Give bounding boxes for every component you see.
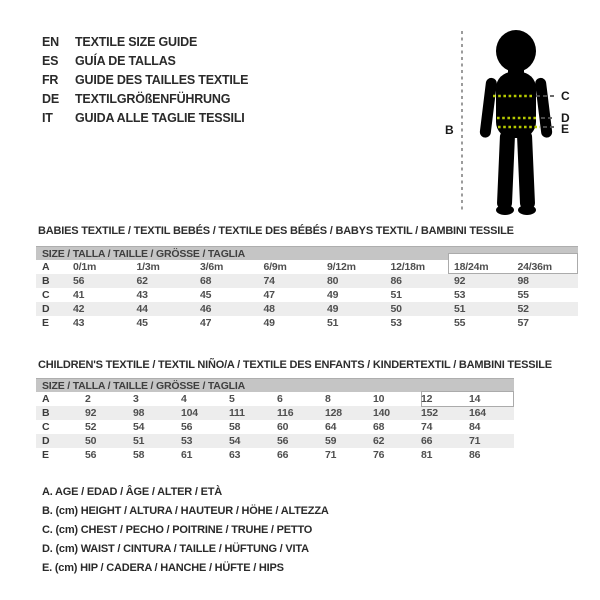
guide-title-fr: GUIDE DES TAILLES TEXTILE (75, 73, 249, 87)
legend-item-chest: C. (cm) CHEST / PECHO / POITRINE / TRUHE / PETTO (42, 524, 313, 536)
guide-title-es: GUÍA DE TALLAS (75, 54, 176, 68)
size-value-cell: 60 (277, 421, 289, 433)
size-value-cell: 54 (133, 421, 145, 433)
children-size-table (36, 378, 514, 462)
size-value-cell: 57 (517, 317, 529, 329)
babies-table-rows (36, 260, 578, 330)
size-value-cell: 6 (277, 393, 283, 405)
size-value-cell: 49 (327, 289, 339, 301)
size-value-cell: 49 (263, 317, 275, 329)
row-label: E (42, 449, 49, 461)
legend-item-age: A. AGE / EDAD / ÂGE / ALTER / ETÀ (42, 486, 223, 498)
table-row (36, 392, 514, 406)
size-value-cell: 164 (469, 407, 486, 419)
chest-label-c: C (561, 89, 570, 103)
size-value-cell: 56 (277, 435, 289, 447)
size-value-cell: 45 (136, 317, 148, 329)
size-value-cell: 46 (200, 303, 212, 315)
guide-title-en: TEXTILE SIZE GUIDE (75, 35, 198, 49)
size-value-cell: 140 (373, 407, 390, 419)
size-value-cell: 54 (229, 435, 241, 447)
size-value-cell: 71 (325, 449, 337, 461)
size-value-cell: 10 (373, 393, 385, 405)
language-code: DE (42, 92, 59, 106)
size-value-cell: 74 (263, 275, 275, 287)
height-label-b: B (445, 123, 454, 137)
table-row (36, 288, 578, 302)
size-header-bar: SIZE / TALLA / TAILLE / GRÖSSE / TAGLIA (36, 246, 578, 260)
babies-size-table (36, 246, 578, 330)
table-row (36, 406, 514, 420)
language-code: IT (42, 111, 53, 125)
size-value-cell: 43 (136, 289, 148, 301)
size-value-cell: 56 (181, 421, 193, 433)
language-code: EN (42, 35, 59, 49)
size-value-cell: 64 (325, 421, 337, 433)
measurement-diagram (425, 10, 585, 225)
children-table-rows (36, 392, 514, 462)
size-value-cell: 58 (229, 421, 241, 433)
size-value-cell: 62 (373, 435, 385, 447)
language-row-fr (42, 71, 248, 90)
size-value-cell: 50 (390, 303, 402, 315)
size-value-cell: 1/3m (136, 261, 160, 273)
size-value-cell: 55 (517, 289, 529, 301)
size-value-cell: 66 (421, 435, 433, 447)
guide-title-de: TEXTILGRÖßENFÜHRUNG (75, 92, 231, 106)
size-value-cell: 18/24m (454, 261, 489, 273)
size-value-cell: 71 (469, 435, 481, 447)
legend-item-waist: D. (cm) WAIST / CINTURA / TAILLE / HÜFTUNG / VITA (42, 543, 309, 555)
legend-item-hip: E. (cm) HIP / CADERA / HANCHE / HÜFTE / HIPS (42, 562, 284, 574)
row-label: D (42, 435, 50, 447)
size-value-cell: 86 (469, 449, 481, 461)
size-value-cell: 53 (454, 289, 466, 301)
children-section-title: CHILDREN'S TEXTILE / TEXTIL NIÑO/A / TEXTILE DES ENFANTS / KINDERTEXTIL / BAMBINI TESSILE (38, 359, 552, 371)
size-value-cell: 92 (85, 407, 97, 419)
size-value-cell: 12/18m (390, 261, 425, 273)
size-value-cell: 51 (390, 289, 402, 301)
size-value-cell: 41 (73, 289, 85, 301)
size-value-cell: 24/36m (517, 261, 552, 273)
row-label: B (42, 275, 50, 287)
size-value-cell: 2 (85, 393, 91, 405)
size-value-cell: 86 (390, 275, 402, 287)
size-value-cell: 128 (325, 407, 342, 419)
row-label: C (42, 421, 50, 433)
size-value-cell: 52 (85, 421, 97, 433)
size-value-cell: 44 (136, 303, 148, 315)
language-code: FR (42, 73, 59, 87)
size-value-cell: 98 (133, 407, 145, 419)
table-row (36, 434, 514, 448)
size-value-cell: 8 (325, 393, 331, 405)
size-value-cell: 111 (229, 407, 245, 419)
size-value-cell: 84 (469, 421, 481, 433)
size-value-cell: 49 (327, 303, 339, 315)
waist-label-d: D (561, 111, 570, 125)
table-row (36, 274, 578, 288)
size-value-cell: 4 (181, 393, 187, 405)
size-value-cell: 56 (85, 449, 97, 461)
size-value-cell: 47 (200, 317, 212, 329)
size-value-cell: 14 (469, 393, 481, 405)
size-value-cell: 92 (454, 275, 466, 287)
size-value-cell: 3 (133, 393, 139, 405)
babies-section-title: BABIES TEXTILE / TEXTIL BEBÉS / TEXTILE DES BÉBÉS / BABYS TEXTIL / BAMBINI TESSILE (38, 225, 514, 237)
size-value-cell: 45 (200, 289, 212, 301)
hip-label-e: E (561, 122, 570, 136)
size-value-cell: 51 (327, 317, 339, 329)
size-value-cell: 53 (390, 317, 402, 329)
size-value-cell: 47 (263, 289, 275, 301)
size-value-cell: 50 (85, 435, 97, 447)
table-row (36, 302, 578, 316)
size-value-cell: 59 (325, 435, 337, 447)
size-value-cell: 62 (136, 275, 148, 287)
size-value-cell: 74 (421, 421, 433, 433)
size-value-cell: 68 (200, 275, 212, 287)
table-row (36, 260, 578, 274)
size-value-cell: 98 (517, 275, 529, 287)
measurement-legend (42, 483, 329, 578)
row-label: A (42, 261, 50, 273)
size-value-cell: 61 (181, 449, 193, 461)
row-label: D (42, 303, 50, 315)
language-code: ES (42, 54, 59, 68)
size-value-cell: 42 (73, 303, 85, 315)
size-value-cell: 152 (421, 407, 438, 419)
size-value-cell: 80 (327, 275, 339, 287)
table-row (36, 420, 514, 434)
language-row-de (42, 90, 248, 109)
size-value-cell: 58 (133, 449, 145, 461)
language-title-list (42, 33, 248, 128)
size-value-cell: 51 (133, 435, 145, 447)
guide-title-it: GUIDA ALLE TAGLIE TESSILI (75, 111, 245, 125)
table-row (36, 316, 578, 330)
row-label: A (42, 393, 50, 405)
row-label: C (42, 289, 50, 301)
size-value-cell: 53 (181, 435, 193, 447)
language-row-en (42, 33, 248, 52)
size-value-cell: 43 (73, 317, 85, 329)
row-label: E (42, 317, 49, 329)
size-value-cell: 12 (421, 393, 433, 405)
table-row (36, 448, 514, 462)
size-value-cell: 5 (229, 393, 235, 405)
legend-item-height: B. (cm) HEIGHT / ALTURA / HAUTEUR / HÖHE / ALTEZZA (42, 505, 329, 517)
size-value-cell: 66 (277, 449, 289, 461)
size-value-cell: 63 (229, 449, 241, 461)
language-row-it (42, 109, 248, 128)
child-silhouette (479, 30, 553, 215)
size-value-cell: 51 (454, 303, 466, 315)
size-value-cell: 48 (263, 303, 275, 315)
size-value-cell: 55 (454, 317, 466, 329)
size-value-cell: 52 (517, 303, 529, 315)
size-value-cell: 56 (73, 275, 85, 287)
size-value-cell: 3/6m (200, 261, 224, 273)
size-value-cell: 0/1m (73, 261, 97, 273)
size-value-cell: 76 (373, 449, 385, 461)
size-value-cell: 116 (277, 407, 294, 419)
size-header-bar: SIZE / TALLA / TAILLE / GRÖSSE / TAGLIA (36, 378, 514, 392)
language-row-es (42, 52, 248, 71)
size-value-cell: 104 (181, 407, 198, 419)
size-value-cell: 68 (373, 421, 385, 433)
size-value-cell: 81 (421, 449, 433, 461)
size-value-cell: 6/9m (263, 261, 287, 273)
row-label: B (42, 407, 50, 419)
size-value-cell: 9/12m (327, 261, 356, 273)
